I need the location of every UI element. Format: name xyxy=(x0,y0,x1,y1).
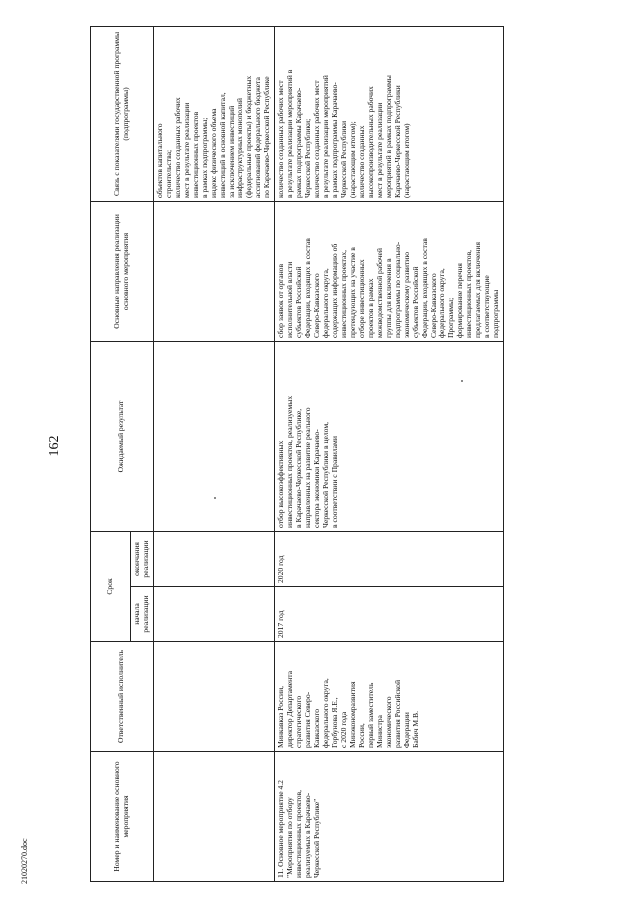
cell-empty xyxy=(153,752,274,882)
header-links: Связь с показателями государственной программы (подпрограммы) xyxy=(91,26,154,201)
cell-empty xyxy=(153,642,274,752)
header-executor: Ответственный исполнитель xyxy=(91,642,154,752)
header-term-start: начала реализации xyxy=(131,587,154,642)
footer-filename: 21020270.doc xyxy=(20,838,29,884)
cell-empty xyxy=(153,201,274,341)
header-row xyxy=(91,26,131,881)
header-expected-result: Ожидаемый результат xyxy=(91,341,154,531)
cell-empty xyxy=(153,587,274,642)
cell-links-continued: объектов капитального строительства; количество созданных рабочих мест в результате реализации инвестиционных проектов в рамках подпрограммы; индекс физического объема инвестиций в основной капитал, за исключением инвестиций инфраструктурных монополий (федеральные проекты) и бюджетных ассигнований федерального бюджета по Карачаево-Черкесской Республике xyxy=(153,26,274,201)
cell-empty xyxy=(153,341,274,531)
header-directions: Основные направления реализации основного мероприятия xyxy=(91,201,154,341)
rotated-table-sheet xyxy=(90,27,620,882)
cell-start-year: 2017 год xyxy=(275,587,504,642)
table-row-11 xyxy=(275,26,504,881)
header-term-end: окончания реализации xyxy=(131,531,154,586)
scan-speck xyxy=(461,380,463,382)
cell-links: количество созданных рабочих мест в результате реализации мероприятий в рамках подпрограммы Карачаево- Черкесской Республики; количество созданных рабочих мест в результате реализации мероприятий в рамках подпрограммы Карачаево- Черкесской Республики (нарастающим итогом); количество созданных высокопроизводительных рабочих мест в результате реализации мероприятий в рамках подпрограммы Карачаево-Черкесской Республики (нарастающим итогом) xyxy=(275,26,504,201)
cell-number-name: 11. Основное мероприятие 4.2 "Мероприятия по отбору инвестиционных проектов, реализуемых в Карачаево- Черкесской Республике" xyxy=(275,752,504,882)
table-row-continued xyxy=(153,26,274,881)
cell-directions: сбор заявок от органов исполнительной власти субъектов Российской Федерации, входящих в состав Северо-Кавказского федерального округа, содержащих информацию об инвестиционных проектах, претендующих на участие в отборе инвестиционных проектов в рамках межведомственной рабочей группы для включения в подпрограммы по социально- экономическому развитию субъектов Российской Федерации, входящих в состав Северо-Кавказского федерального округа, Программы; формирование перечня инвестиционных проектов, предлагаемых для включения в соответствующие подпрограммы xyxy=(275,201,504,341)
scan-speck xyxy=(214,497,216,499)
page-number: 162 xyxy=(47,435,62,457)
header-number-name: Номер и наименование основного мероприятия xyxy=(91,752,154,882)
header-term: Срок xyxy=(91,531,131,641)
cell-executor: Минкавказ России, директор Департамента стратегического развития Северо- Кавказского федерального округа, Горбунова Я.Е., с 2020 года Минэкономразвития России, первый заместитель Министра экономического развития Российской Федерации Бабич М.В. xyxy=(275,642,504,752)
cell-end-year: 2020 год xyxy=(275,531,504,586)
cell-empty xyxy=(153,531,274,586)
cell-expected-result: отбор высокоэффективных инвестиционных проектов, реализуемых в Карачаево-Черкесской Республике, направленных на развитие реального сектора экономики Карачаево- Черкесской Республики в целом, в соответствии с Правилами xyxy=(275,341,504,531)
measures-table xyxy=(90,26,504,882)
